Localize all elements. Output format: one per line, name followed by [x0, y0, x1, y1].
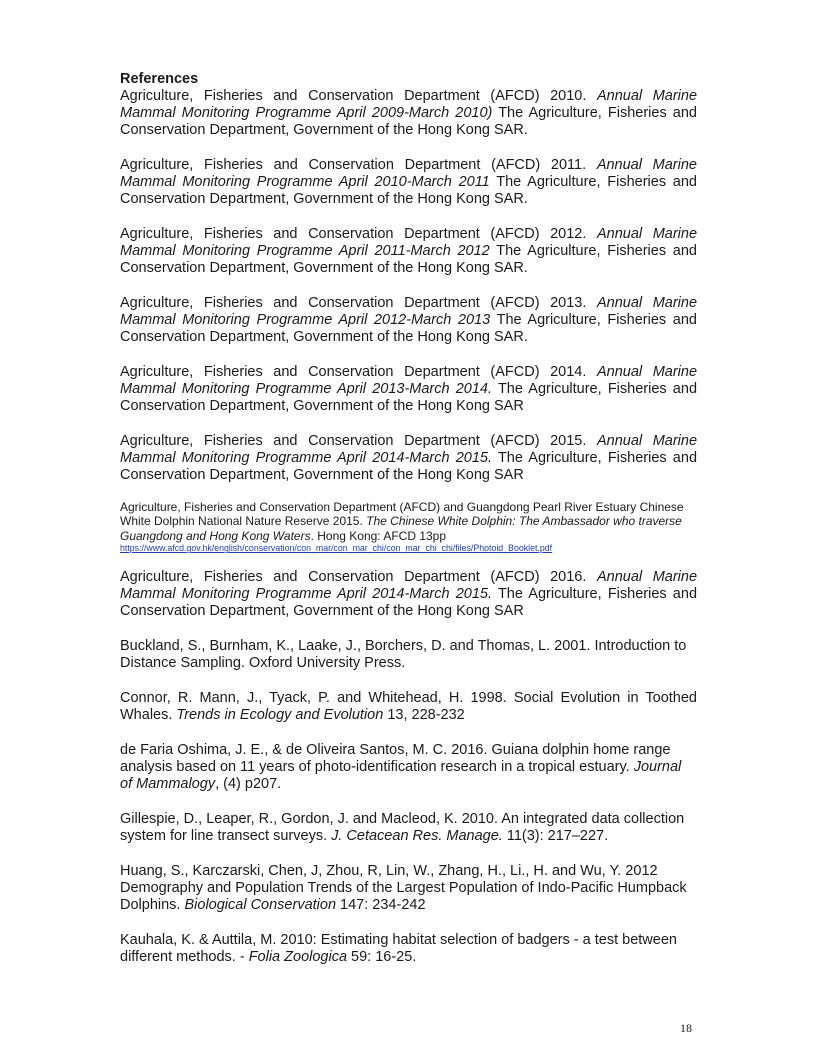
reference-link[interactable]: https://www.afcd.gov.hk/english/conservation/con_mar/con_mar_chi/con_mar_chi_chi/files/Photoid_Booklet.pdf — [120, 543, 553, 554]
reference-authors: Huang, S., Karczarski, Chen, J, Zhou, R, Lin, W., Zhang, H., Li., H. and Wu, Y. 2012 Demography and Population Trends of the Largest Population of Indo-Pacific Humpback Dolphins. — [120, 863, 687, 914]
reference-title: Annual Marine Mammal Monitoring Programme April 2010-March 2011 — [120, 157, 697, 190]
reference-authors: Agriculture, Fisheries and Conservation Department (AFCD) and Guangdong Pearl River Estuary Chinese White Dolphin National Nature Reserve 2015. — [120, 500, 684, 529]
reference-entry — [120, 500, 697, 554]
reference-title: Annual Marine Mammal Monitoring Programme April 2012-March 2013 — [120, 295, 698, 328]
reference-entry — [120, 226, 697, 277]
reference-details: 13, 228-232 — [383, 707, 465, 724]
reference-entry — [120, 690, 697, 724]
reference-details: The Agriculture, Fisheries and Conservation Department, Government of the Hong Kong SAR — [120, 586, 698, 620]
reference-authors: Agriculture, Fisheries and Conservation Department (AFCD) 2016. — [120, 569, 597, 586]
reference-authors: Connor, R. Mann, J., Tyack, P. and Whitehead, H. 1998. Social Evolution in Toothed Whales. — [120, 690, 697, 724]
reference-title: Annual Marine Mammal Monitoring Programme April 2011-March 2012 — [120, 226, 698, 259]
references-heading: References — [120, 71, 199, 87]
reference-authors: Agriculture, Fisheries and Conservation Department (AFCD) 2012. — [120, 226, 597, 242]
reference-title: The Chinese White Dolphin: The Ambassador who traverse Guangdong and Hong Kong Waters — [120, 514, 682, 543]
reference-title: Trends in Ecology and Evolution — [176, 707, 384, 724]
reference-details: The Agriculture, Fisheries and Conservation Department, Government of the Hong Kong SAR. — [120, 312, 697, 345]
reference-details: The Agriculture, Fisheries and Conservation Department, Government of the Hong Kong SAR. — [120, 174, 698, 207]
reference-details: 147: 234-242 — [336, 897, 426, 914]
reference-entry — [120, 811, 697, 845]
reference-title: Annual Marine Mammal Monitoring Programme April 2009-March 2010) — [120, 88, 698, 121]
page-number: 18 — [680, 1021, 692, 1035]
reference-details: The Agriculture, Fisheries and Conservation Department, Government of the Hong Kong SAR. — [120, 105, 697, 138]
reference-authors: Agriculture, Fisheries and Conservation Department (AFCD) 2013. — [120, 295, 597, 311]
reference-entry — [120, 569, 697, 620]
reference-authors: Agriculture, Fisheries and Conservation Department (AFCD) 2010. — [120, 88, 597, 104]
reference-authors: Agriculture, Fisheries and Conservation Department (AFCD) 2015. — [120, 433, 597, 449]
references-section — [120, 71, 697, 984]
reference-entry — [120, 433, 697, 484]
reference-authors: Kauhala, K. & Auttila, M. 2010: Estimating habitat selection of badgers - a test between different methods. - — [120, 932, 677, 966]
reference-authors: de Faria Oshima, J. E., & de Oliveira Santos, M. C. 2016. Guiana dolphin home range analysis based on 11 years of photo-identification research in a tropical estuary. — [120, 742, 671, 776]
reference-authors: Gillespie, D., Leaper, R., Gordon, J. and Macleod, K. 2010. An integrated data collection system for line transect surveys. — [120, 811, 685, 845]
reference-entry — [120, 932, 697, 966]
reference-title: Annual Marine Mammal Monitoring Programme April 2014-March 2015. — [120, 569, 698, 603]
reference-entry — [120, 364, 697, 415]
reference-entry — [120, 157, 697, 208]
reference-details: The Agriculture, Fisheries and Conservation Department, Government of the Hong Kong SAR. — [120, 243, 698, 276]
reference-title: Biological Conservation — [184, 897, 337, 914]
reference-list — [120, 88, 697, 966]
reference-entry — [120, 295, 697, 346]
reference-title: J. Cetacean Res. Manage. — [331, 828, 503, 845]
reference-details: The Agriculture, Fisheries and Conservation Department, Government of the Hong Kong SAR — [120, 450, 698, 483]
reference-title: Folia Zoologica — [248, 949, 348, 966]
reference-details: 11(3): 217–227. — [502, 828, 609, 845]
reference-authors: Agriculture, Fisheries and Conservation Department (AFCD) 2014. — [120, 364, 597, 380]
reference-entry — [120, 88, 697, 139]
reference-details: The Agriculture, Fisheries and Conservation Department, Government of the Hong Kong SAR — [120, 381, 698, 414]
reference-authors: Buckland, S., Burnham, K., Laake, J., Borchers, D. and Thomas, L. 2001. Introduction to Distance Sampling. Oxford University Press. — [120, 638, 687, 672]
reference-title: Journal of Mammalogy — [120, 759, 682, 793]
reference-title: Annual Marine Mammal Monitoring Programme April 2014-March 2015. — [120, 433, 698, 466]
reference-details: . Hong Kong: AFCD 13pp — [310, 528, 447, 543]
reference-authors: Agriculture, Fisheries and Conservation Department (AFCD) 2011. — [120, 157, 597, 173]
reference-entry — [120, 863, 697, 914]
reference-entry — [120, 638, 697, 672]
reference-details: , (4) p207. — [215, 776, 282, 793]
reference-title: Annual Marine Mammal Monitoring Programme April 2013-March 2014. — [120, 364, 698, 397]
reference-entry — [120, 742, 697, 793]
reference-details: 59: 16-25. — [347, 949, 417, 966]
